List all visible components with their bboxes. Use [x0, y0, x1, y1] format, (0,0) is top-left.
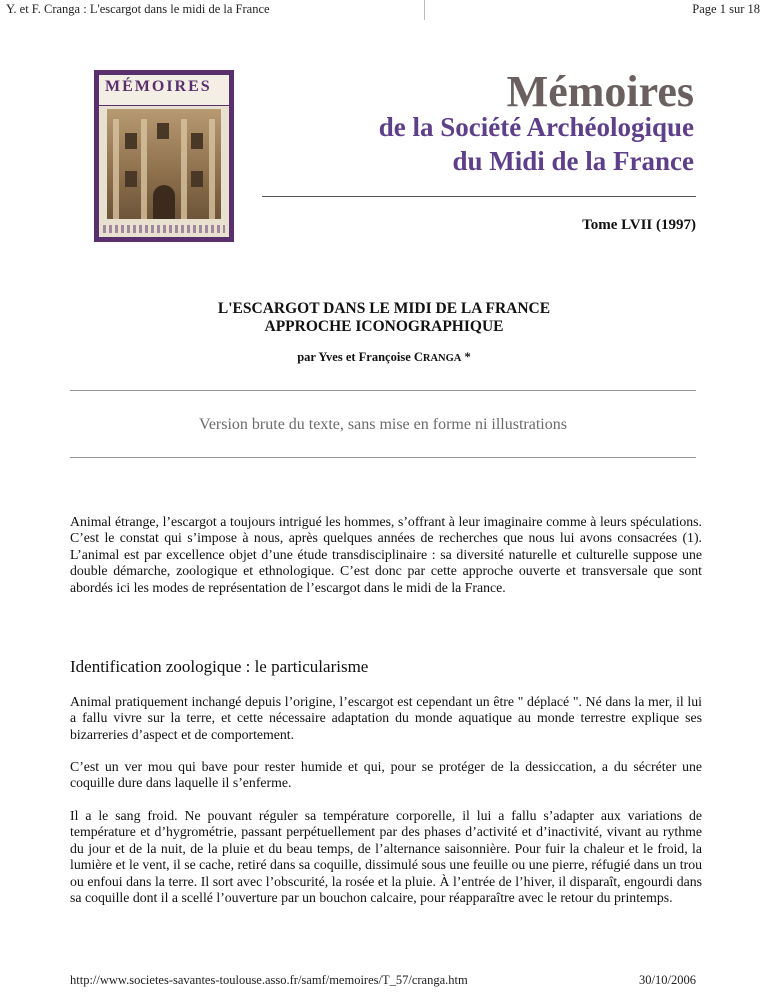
paragraph: Animal pratiquement inchangé depuis l’origine, l’escargot est cependant un être " déplacé ". Né dans la mer, il lui a fallu vivre sur la terre, et cette nécessaire adaptation du monde aquatique au monde terrestre explique ses bizarreries d’aspect et de comportement. [70, 694, 702, 742]
facade-column [181, 119, 187, 219]
cover-title-band [99, 75, 229, 106]
section-heading: Identification zoologique : le particularisme [70, 657, 369, 676]
paragraph: Il a le sang froid. Ne pouvant réguler sa température corporelle, il lui a fallu s’adapter aux variations de température et d’hygrométrie, passant perpétuellement par des phases d’activité et d’inactivité, vivant au rythme du jour et de la nuit, de la pluie et du beau temps, de l’alternance saisonnière. Pour fuir la chaleur et le froid, la lumière et le vent, il se cache, retiré dans sa coquille, dissimulé sous une feuille ou une pierre, réfugié dans un trou ou enfoui dans la terre. Il sort avec l’obscurité, la rosée et la pluie. À l’entrée de l’hiver, il disparaît, engourdi dans sa coquille dont il a scellé l’ouverture par un bouchon calcaire, pour réapparaître avec le retour du printemps. [70, 808, 702, 906]
article-title-line1: L'ESCARGOT DANS LE MIDI DE LA FRANCE [217, 300, 551, 317]
print-footer [70, 973, 696, 991]
masthead-rule [262, 196, 696, 197]
facade-column [113, 119, 119, 219]
facade-column [141, 119, 147, 219]
print-header-title: Y. et F. Cranga : L'escargot dans le midi de la France [6, 2, 270, 16]
facade-window [191, 171, 203, 187]
journal-cover-image [94, 70, 234, 242]
cover-facade-illustration [107, 109, 221, 219]
journal-subtitle-line1: de la Société Archéologique [378, 112, 694, 142]
byline-footnote-mark: * [461, 350, 471, 364]
facade-window [125, 171, 137, 187]
article-title-line2: APPROCHE ICONOGRAPHIQUE [264, 318, 504, 335]
divider-top [70, 390, 696, 391]
facade-window [191, 133, 203, 149]
version-note: Version brute du texte, sans mise en forme ni illustrations [199, 416, 567, 433]
facade-column [209, 119, 215, 219]
divider-bottom [70, 457, 696, 458]
cover-footer-strip [103, 225, 225, 233]
header-divider [424, 0, 425, 20]
cover-inner [99, 75, 229, 237]
article-title [0, 300, 768, 336]
print-date: 30/10/2006 [639, 973, 696, 987]
page-url: http://www.societes-savantes-toulouse.asso.fr/samf/memoires/T_57/cranga.htm [70, 973, 468, 987]
paragraph: C’est un ver mou qui bave pour rester humide et qui, pour se protéger de la dessiccation, a du sécréter une coquille dure dans laquelle il s’enferme. [70, 759, 702, 791]
paragraph-intro: Animal étrange, l’escargot a toujours intrigué les hommes, s’offrant à leur imaginaire comme à leurs spéculations. C’est le constat qui s’impose à nous, après quelques années de recherches que nous lui avons consacrées (1). L’animal est par excellence objet d’une étude transdisciplinaire : sa diversité naturelle et culturelle suppose une double démarche, zoologique et ethnologique. C’est donc par cette approche ouverte et transversale que sont abordés ici les modes de représentation de l’escargot dans le midi de la France. [70, 514, 702, 595]
tome-label: Tome LVII (1997) [582, 217, 696, 233]
facade-window [125, 133, 137, 149]
byline-prefix: par Yves et Françoise C [297, 350, 423, 364]
facade-doorway [153, 185, 176, 219]
journal-title: Mémoires [506, 67, 694, 116]
article-byline [0, 350, 768, 365]
print-header [6, 2, 760, 20]
page-number: Page 1 sur 18 [692, 2, 760, 16]
cover-word: MÉMOIRES [105, 78, 212, 95]
journal-subtitle-line2: du Midi de la France [452, 146, 694, 176]
facade-window [157, 123, 169, 139]
byline-surname: RANGA [422, 353, 462, 364]
